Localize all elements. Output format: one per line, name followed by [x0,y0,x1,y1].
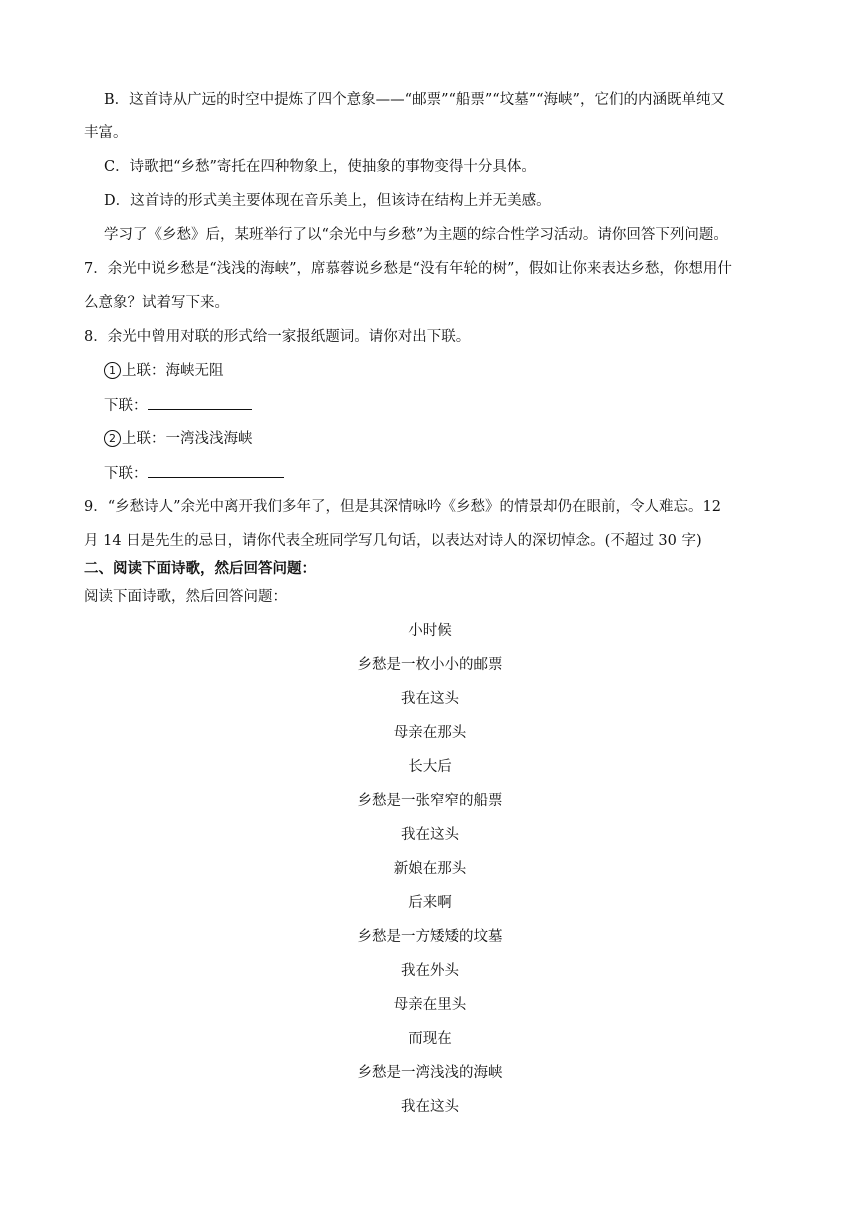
poem-line: 乡愁是一张窄窄的船票 [357,793,503,809]
question-7-line-2: 么意象？试着写下来。 [84,295,229,311]
couplet-2-upper-text: 上联：一湾浅浅海峡 [122,431,253,447]
couplet-1-answer [104,395,804,416]
poem-line: 乡愁是一湾浅浅的海峡 [357,1065,503,1081]
poem-line: 我在这头 [401,827,459,843]
poem-line: 母亲在里头 [393,997,467,1013]
answer-blank-2[interactable] [148,463,284,478]
poem-line: 乡愁是一枚小小的邮票 [357,657,503,673]
section-2-heading: 二、阅读下面诗歌，然后回答问题： [84,561,316,577]
poem-line: 新娘在那头 [393,861,467,877]
answer-blank-1[interactable] [148,395,252,410]
option-d: D．这首诗的形式美主要体现在音乐美上，但该诗在结构上并无美感。 [104,193,551,209]
section-2-subheading: 阅读下面诗歌，然后回答问题： [84,589,287,605]
poem-line: 我在这头 [401,1099,459,1115]
answer-label: 下联： [104,398,148,414]
couplet-2-upper [104,429,804,449]
couplet-2-answer [104,463,804,484]
poem-line: 长大后 [408,759,452,775]
circled-number-1: 1 [104,362,121,379]
poem-line: 乡愁是一方矮矮的坟墓 [357,929,503,945]
couplet-1-upper [104,361,804,381]
poem-line: 我在这头 [401,691,459,707]
question-9-line-1: 9．“乡愁诗人”余光中离开我们多年了，但是其深情咏吟《乡愁》的情景却仍在眼前，令人难忘。12 [84,499,721,515]
poem-line: 后来啊 [408,895,452,911]
option-b-line-2: 丰富。 [84,125,128,141]
poem-line: 我在外头 [401,963,459,979]
question-8-stem: 8．余光中曾用对联的形式给一家报纸题词。请你对出下联。 [84,329,471,345]
option-b-line-1: B．这首诗从广远的时空中提炼了四个意象——“邮票”“船票”“坟墓”“海峡”，它们的内涵既单纯又 [104,92,725,108]
couplet-1-upper-text: 上联：海峡无阻 [122,363,224,379]
question-9-line-2: 月 14 日是先生的忌日，请你代表全班同学写几句话，以表达对诗人的深切悼念。(不超过 30 字) [84,533,702,549]
poem-line: 而现在 [408,1031,452,1047]
answer-label: 下联： [104,466,148,482]
poem-line: 小时候 [408,623,452,639]
option-c: C．诗歌把“乡愁”寄托在四种物象上，使抽象的事物变得十分具体。 [104,159,536,175]
activity-intro: 学习了《乡愁》后，某班举行了以“余光中与乡愁”为主题的综合性学习活动。请你回答下列问题。 [104,227,728,243]
question-7-line-1: 7．余光中说乡愁是“浅浅的海峡”，席慕蓉说乡愁是“没有年轮的树”，假如让你来表达乡愁，你想用什 [84,261,732,277]
poem-line: 母亲在那头 [393,725,467,741]
circled-number-2: 2 [104,430,121,447]
